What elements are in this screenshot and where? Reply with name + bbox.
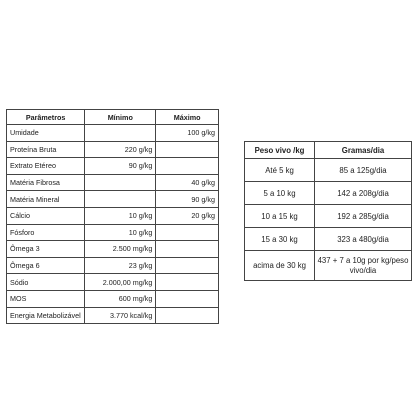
maximum-value: 90 g/kg [156, 191, 219, 208]
grams-per-day: 192 a 285g/dia [315, 205, 412, 228]
maximum-value [156, 158, 219, 175]
parameter-name: Fósforo [7, 224, 85, 241]
table-row [7, 174, 219, 191]
table-row [7, 274, 219, 291]
minimum-value: 2.500 mg/kg [85, 241, 156, 258]
grams-per-day: 437 + 7 a 10g por kg/peso vivo/dia [315, 251, 412, 281]
minimum-value: 90 g/kg [85, 158, 156, 175]
parameter-name: Matéria Mineral [7, 191, 85, 208]
parameter-name: Matéria Fibrosa [7, 174, 85, 191]
table-row [245, 182, 412, 205]
header-live-weight: Peso vivo /kg [245, 142, 315, 159]
minimum-value: 3.770 kcal/kg [85, 307, 156, 324]
header-maximum: Máximo [156, 110, 219, 125]
maximum-value: 100 g/kg [156, 125, 219, 142]
table-row [7, 224, 219, 241]
table-row [7, 141, 219, 158]
live-weight: acima de 30 kg [245, 251, 315, 281]
maximum-value [156, 141, 219, 158]
table-row [245, 205, 412, 228]
grams-per-day: 323 a 480g/dia [315, 228, 412, 251]
table-row [7, 191, 219, 208]
minimum-value [85, 191, 156, 208]
maximum-value [156, 241, 219, 258]
minimum-value: 2.000,00 mg/kg [85, 274, 156, 291]
table-row [7, 125, 219, 142]
parameter-name: Extrato Etéreo [7, 158, 85, 175]
live-weight: 5 a 10 kg [245, 182, 315, 205]
parameter-name: Ômega 6 [7, 257, 85, 274]
minimum-value: 10 g/kg [85, 207, 156, 224]
table-row [245, 251, 412, 281]
minimum-value [85, 125, 156, 142]
table-row [7, 207, 219, 224]
header-grams-per-day: Gramas/dia [315, 142, 412, 159]
live-weight: 15 a 30 kg [245, 228, 315, 251]
maximum-value [156, 307, 219, 324]
table-row [245, 159, 412, 182]
maximum-value: 20 g/kg [156, 207, 219, 224]
table-row [7, 158, 219, 175]
table-header-row [245, 142, 412, 159]
parameter-name: Proteína Bruta [7, 141, 85, 158]
table-row [7, 307, 219, 324]
maximum-value [156, 274, 219, 291]
parameter-name: Umidade [7, 125, 85, 142]
header-minimum: Mínimo [85, 110, 156, 125]
maximum-value: 40 g/kg [156, 174, 219, 191]
table-row [7, 290, 219, 307]
minimum-value: 10 g/kg [85, 224, 156, 241]
parameter-name: MOS [7, 290, 85, 307]
maximum-value [156, 224, 219, 241]
parameter-name: Sódio [7, 274, 85, 291]
maximum-value [156, 257, 219, 274]
parameter-name: Cálcio [7, 207, 85, 224]
maximum-value [156, 290, 219, 307]
minimum-value: 220 g/kg [85, 141, 156, 158]
feeding-amount-table [244, 141, 412, 281]
table-row [245, 228, 412, 251]
table-header-row [7, 110, 219, 125]
minimum-value: 23 g/kg [85, 257, 156, 274]
minimum-value: 600 mg/kg [85, 290, 156, 307]
table-row [7, 257, 219, 274]
minimum-value [85, 174, 156, 191]
parameter-name: Energia Metabolizável [7, 307, 85, 324]
grams-per-day: 142 a 208g/dia [315, 182, 412, 205]
parameter-name: Ômega 3 [7, 241, 85, 258]
live-weight: 10 a 15 kg [245, 205, 315, 228]
header-parameters: Parâmetros [7, 110, 85, 125]
live-weight: Até 5 kg [245, 159, 315, 182]
grams-per-day: 85 a 125g/dia [315, 159, 412, 182]
nutrition-parameters-table [6, 109, 219, 324]
table-row [7, 241, 219, 258]
